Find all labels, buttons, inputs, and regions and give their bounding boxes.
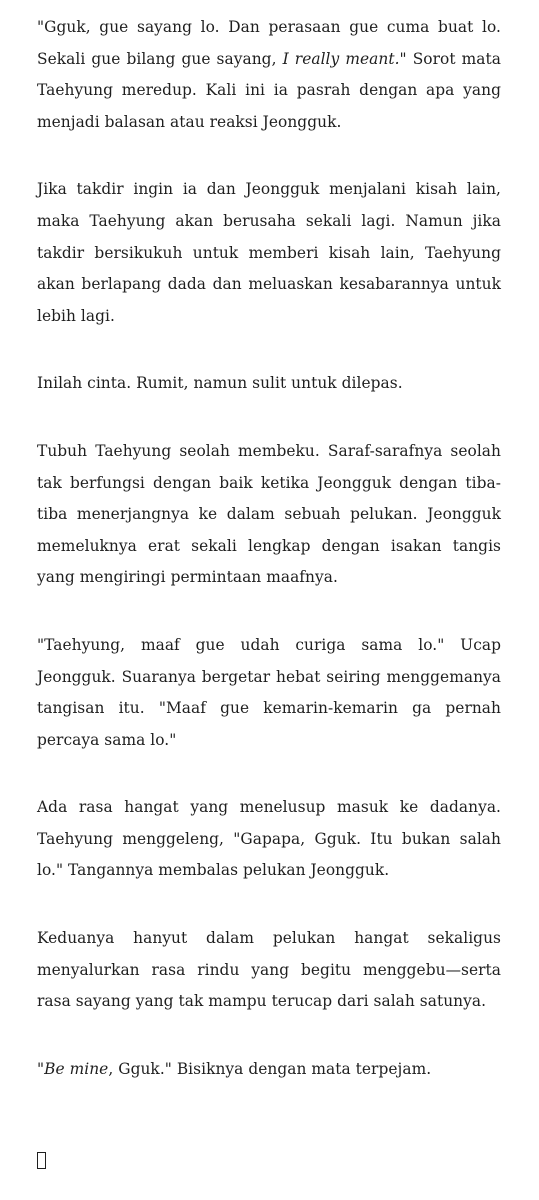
paragraph-8 <box>37 1054 501 1086</box>
paragraph-7-text: Keduanya hanyut dalam pelukan hangat sekaligus menyalurkan rasa rindu yang begitu menggebu—serta rasa sayang yang tak mampu terucap dari salah satunya. <box>37 929 501 1011</box>
paragraph-1-text: "Gguk, gue sayang lo. Dan perasaan gue cuma buat lo. Sekali gue bilang gue sayang, <box>37 18 501 68</box>
paragraph-3 <box>37 368 501 400</box>
paragraph-3-text: Inilah cinta. Rumit, namun sulit untuk dilepas. <box>37 374 403 393</box>
paragraph-8-italic-phrase: Be mine <box>44 1059 109 1078</box>
paragraph-5 <box>37 630 501 756</box>
paragraph-6 <box>37 792 501 887</box>
paragraph-2-text: Jika takdir ingin ia dan Jeongguk menjalani kisah lain, maka Taehyung akan berusaha sekali lagi. Namun jika takdir bersikukuh untuk memberi kisah lain, Taehyung akan berlapang dada dan meluaskan kesabarannya untuk lebih lagi. <box>37 180 501 325</box>
paragraph-8-text: " <box>37 1059 45 1078</box>
end-of-text-box-icon <box>37 1152 46 1169</box>
paragraph-1-text-cont: " Sorot mata Taehyung meredup. Kali ini ia pasrah dengan apa yang menjadi balasan atau reaksi Jeongguk. <box>37 49 501 131</box>
paragraph-6-text: Ada rasa hangat yang menelusup masuk ke dadanya. Taehyung menggeleng, "Gapapa, Gguk. Itu bukan salah lo." Tangannya membalas pelukan Jeongguk. <box>37 798 501 880</box>
paragraph-1-italic-phrase: I really meant. <box>282 49 400 68</box>
paragraph-5-text: "Taehyung, maaf gue udah curiga sama lo." Ucap Jeongguk. Suaranya bergetar hebat seiring menggemanya tangisan itu. "Maaf gue kemarin-kemarin ga pernah percaya sama lo." <box>37 635 501 749</box>
story-text <box>37 12 501 1121</box>
paragraph-8-text-cont: , Gguk." Bisiknya dengan mata terpejam. <box>108 1059 432 1078</box>
paragraph-7 <box>37 923 501 1018</box>
paragraph-4-text: Tubuh Taehyung seolah membeku. Saraf-sarafnya seolah tak berfungsi dengan baik ketika Jeongguk dengan tiba-tiba menerjangnya ke dalam sebuah pelukan. Jeongguk memeluknya erat sekali lengkap dengan isakan tangis yang mengiringi permintaan maafnya. <box>37 441 501 587</box>
paragraph-2 <box>37 174 501 332</box>
paragraph-4 <box>37 436 501 594</box>
paragraph-1 <box>37 12 501 138</box>
